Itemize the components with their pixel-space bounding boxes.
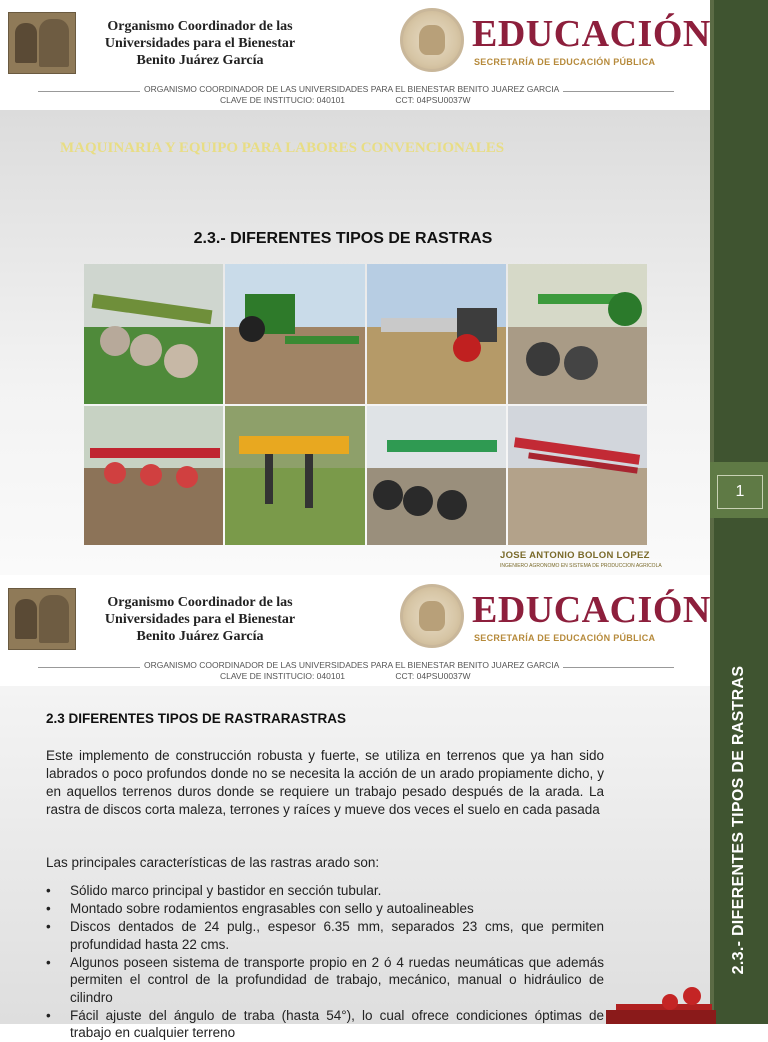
cct-code: CCT: 04PSU0037W xyxy=(395,95,471,105)
national-seal-icon xyxy=(400,8,464,72)
harrow-photo-3 xyxy=(367,264,506,404)
national-seal-icon xyxy=(400,584,464,648)
org-line-2: Universidades para el Bienestar xyxy=(104,36,296,51)
brand-title: EDUCACIÓN xyxy=(472,13,711,55)
list-item: • Algunos poseen sistema de transporte propio en 2 ó 4 ruedas neumáticas que además permiten el control de la profundidad de trabajo, mecánico, manual o hidráulico de cilindro xyxy=(46,954,604,1007)
vertical-section-title: 2.3.- DIFERENTES TIPOS DE RASTRAS xyxy=(730,665,747,975)
harrow-photo-8 xyxy=(508,406,647,546)
page-number: 1 xyxy=(717,475,763,509)
header-codes xyxy=(220,671,471,681)
author-name: JOSE ANTONIO BOLON LOPEZ xyxy=(500,550,650,561)
features-intro: Las principales características de las rastras arado son: xyxy=(46,855,380,870)
header-codes xyxy=(220,95,471,105)
harrow-photo-1 xyxy=(84,264,223,404)
slide-2 xyxy=(0,686,710,1040)
university-logo xyxy=(8,12,76,74)
organization-name xyxy=(90,18,310,69)
brand-subtitle: SECRETARÍA DE EDUCACIÓN PÚBLICA xyxy=(474,633,656,643)
header-second xyxy=(0,576,710,686)
features-list xyxy=(46,882,604,1042)
slide-1 xyxy=(0,110,710,575)
cct-code: CCT: 04PSU0037W xyxy=(395,671,471,681)
header-rule-text: ORGANISMO COORDINADOR DE LAS UNIVERSIDADES PARA EL BIENESTAR BENITO JUAREZ GARCIA xyxy=(140,84,563,94)
harrow-photo-5 xyxy=(84,406,223,546)
section-heading: 2.3 DIFERENTES TIPOS DE RASTRARASTRAS xyxy=(46,711,347,726)
header-top xyxy=(0,0,710,110)
org-line-1: Organismo Coordinador de las xyxy=(107,595,293,610)
harrow-photo-grid xyxy=(84,264,647,545)
author-title: INGENIERO AGRONOMO EN SISTEMA DE PRODUCCION AGRICOLA xyxy=(500,563,662,569)
org-line-3: Benito Juárez García xyxy=(136,629,264,644)
institution-code: CLAVE DE INSTITUCIO: 040101 xyxy=(220,671,346,681)
harrow-photo-6 xyxy=(225,406,364,546)
harrow-photo-7 xyxy=(367,406,506,546)
header-rule-text: ORGANISMO COORDINADOR DE LAS UNIVERSIDADES PARA EL BIENESTAR BENITO JUAREZ GARCIA xyxy=(140,660,563,670)
list-item: • Montado sobre rodamientos engrasables con sello y autoalineables xyxy=(46,900,604,918)
brand-subtitle: SECRETARÍA DE EDUCACIÓN PÚBLICA xyxy=(474,57,656,67)
brand-title: EDUCACIÓN xyxy=(472,589,711,631)
org-line-1: Organismo Coordinador de las xyxy=(107,19,293,34)
harrow-photo-4 xyxy=(508,264,647,404)
org-line-2: Universidades para el Bienestar xyxy=(104,612,296,627)
list-item: • Sólido marco principal y bastidor en sección tubular. xyxy=(46,882,604,900)
list-item: • Discos dentados de 24 pulg., espesor 6.35 mm, separados 23 cms, que permiten profundidad hasta 22 cms. xyxy=(46,918,604,953)
intro-paragraph: Este implemento de construcción robusta y fuerte, se utiliza en terrenos que ya han sido labrados o poco profundos donde no se necesita la acción de un arado propiamente dicho, y en aquellos terrenos duros donde se requiere un trabajo pesado después de la arada. La rastra de discos corta maleza, terrones y raíces y mueve dos veces el suelo en cada pasada xyxy=(46,748,604,817)
harrow-photo-2 xyxy=(225,264,364,404)
university-logo xyxy=(8,588,76,650)
org-line-3: Benito Juárez García xyxy=(136,53,264,68)
slide-heading: 2.3.- DIFERENTES TIPOS DE RASTRAS xyxy=(193,230,493,247)
harrow-corner-image xyxy=(606,986,716,1024)
slide-title: MAQUINARIA Y EQUIPO PARA LABORES CONVENCIONALES xyxy=(60,140,505,156)
organization-name xyxy=(90,594,310,645)
institution-code: CLAVE DE INSTITUCIO: 040101 xyxy=(220,95,346,105)
list-item: • Fácil ajuste del ángulo de traba (hasta 54°), lo cual ofrece condiciones óptimas de trabajo en cualquier terreno xyxy=(46,1007,604,1042)
